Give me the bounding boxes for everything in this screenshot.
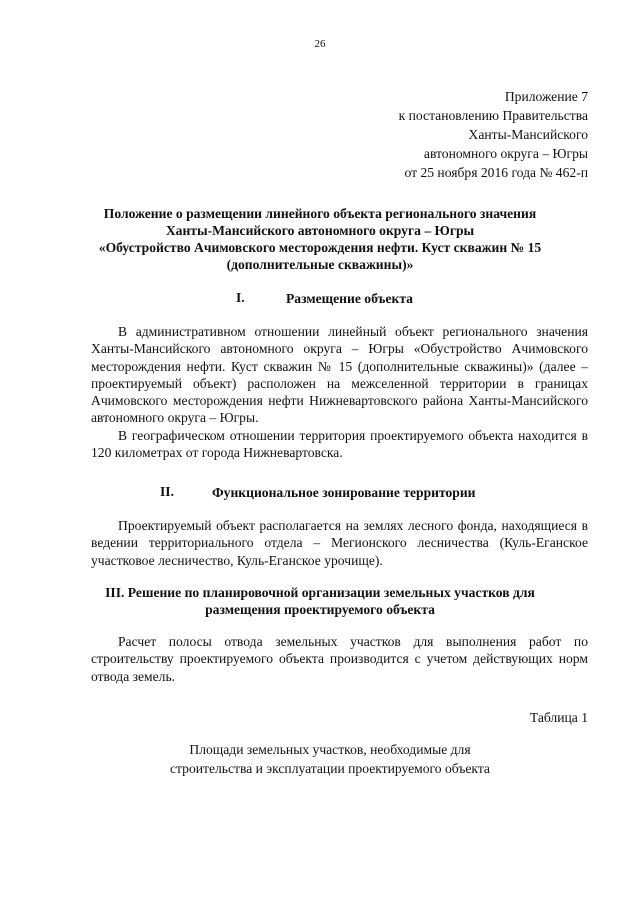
appendix-line: автономного округа – Югры — [423, 146, 588, 161]
heading-line: III. Решение по планировочной организации земельных участков для — [105, 585, 535, 600]
table-title-line: Площади земельных участков, необходимые для — [189, 742, 471, 757]
section-2-heading: Функциональное зонирование территории — [212, 485, 476, 500]
paragraph: В административном отношении линейный объект регионального значения Ханты-Мансийского автономного округа – Югры «Обустройство Ачимовского месторождения нефти. Куст скважин № 15 (дополнительные скважины)» (далее – проектируемый объект) расположен на межселенной территории в границах Ачимовского месторождения нефти Нижневартовского района Ханты-Мансийского автономного округа – Югры. — [91, 324, 588, 426]
section-1-body — [91, 323, 588, 461]
table-title-line: строительства и эксплуатации проектируемого объекта — [170, 761, 490, 776]
appendix-line: от 25 ноября 2016 года № 462-п — [404, 165, 588, 180]
appendix-line: к постановлению Правительства — [398, 108, 588, 123]
paragraph: Проектируемый объект располагается на землях лесного фонда, находящиеся в ведении территориального отдела – Мегионского лесничества (Куль-Еганское участковое лесничество, Куль-Еганское урочище). — [91, 518, 588, 568]
page-number: 26 — [314, 38, 326, 50]
appendix-line: Приложение 7 — [504, 89, 588, 104]
appendix-block — [399, 87, 588, 182]
table-title — [100, 740, 560, 778]
section-3-body — [91, 633, 588, 685]
section-3-heading — [60, 584, 580, 618]
document-title — [60, 205, 580, 273]
table-caption: Таблица 1 — [529, 710, 588, 725]
section-2-number: II. — [160, 484, 174, 499]
title-line: (дополнительные скважины)» — [226, 257, 414, 272]
paragraph: В географическом отношении территория проектируемого объекта находится в 120 километрах от города Нижневартовска. — [91, 427, 588, 461]
title-line: Положение о размещении линейного объекта регионального значения — [103, 206, 537, 221]
section-1-heading: Размещение объекта — [286, 291, 413, 306]
paragraph: Расчет полосы отвода земельных участков для выполнения работ по строительству проектируемого объекта производится с учетом действующих норм отвода земель. — [91, 634, 588, 684]
heading-line: размещения проектируемого объекта — [205, 602, 435, 617]
appendix-line: Ханты-Мансийского — [468, 127, 588, 142]
section-1-number: I. — [236, 290, 245, 305]
title-line: Ханты-Мансийского автономного округа – Югры — [165, 223, 475, 238]
section-2-body — [91, 517, 588, 569]
title-line: «Обустройство Ачимовского месторождения нефти. Куст скважин № 15 — [98, 240, 542, 255]
